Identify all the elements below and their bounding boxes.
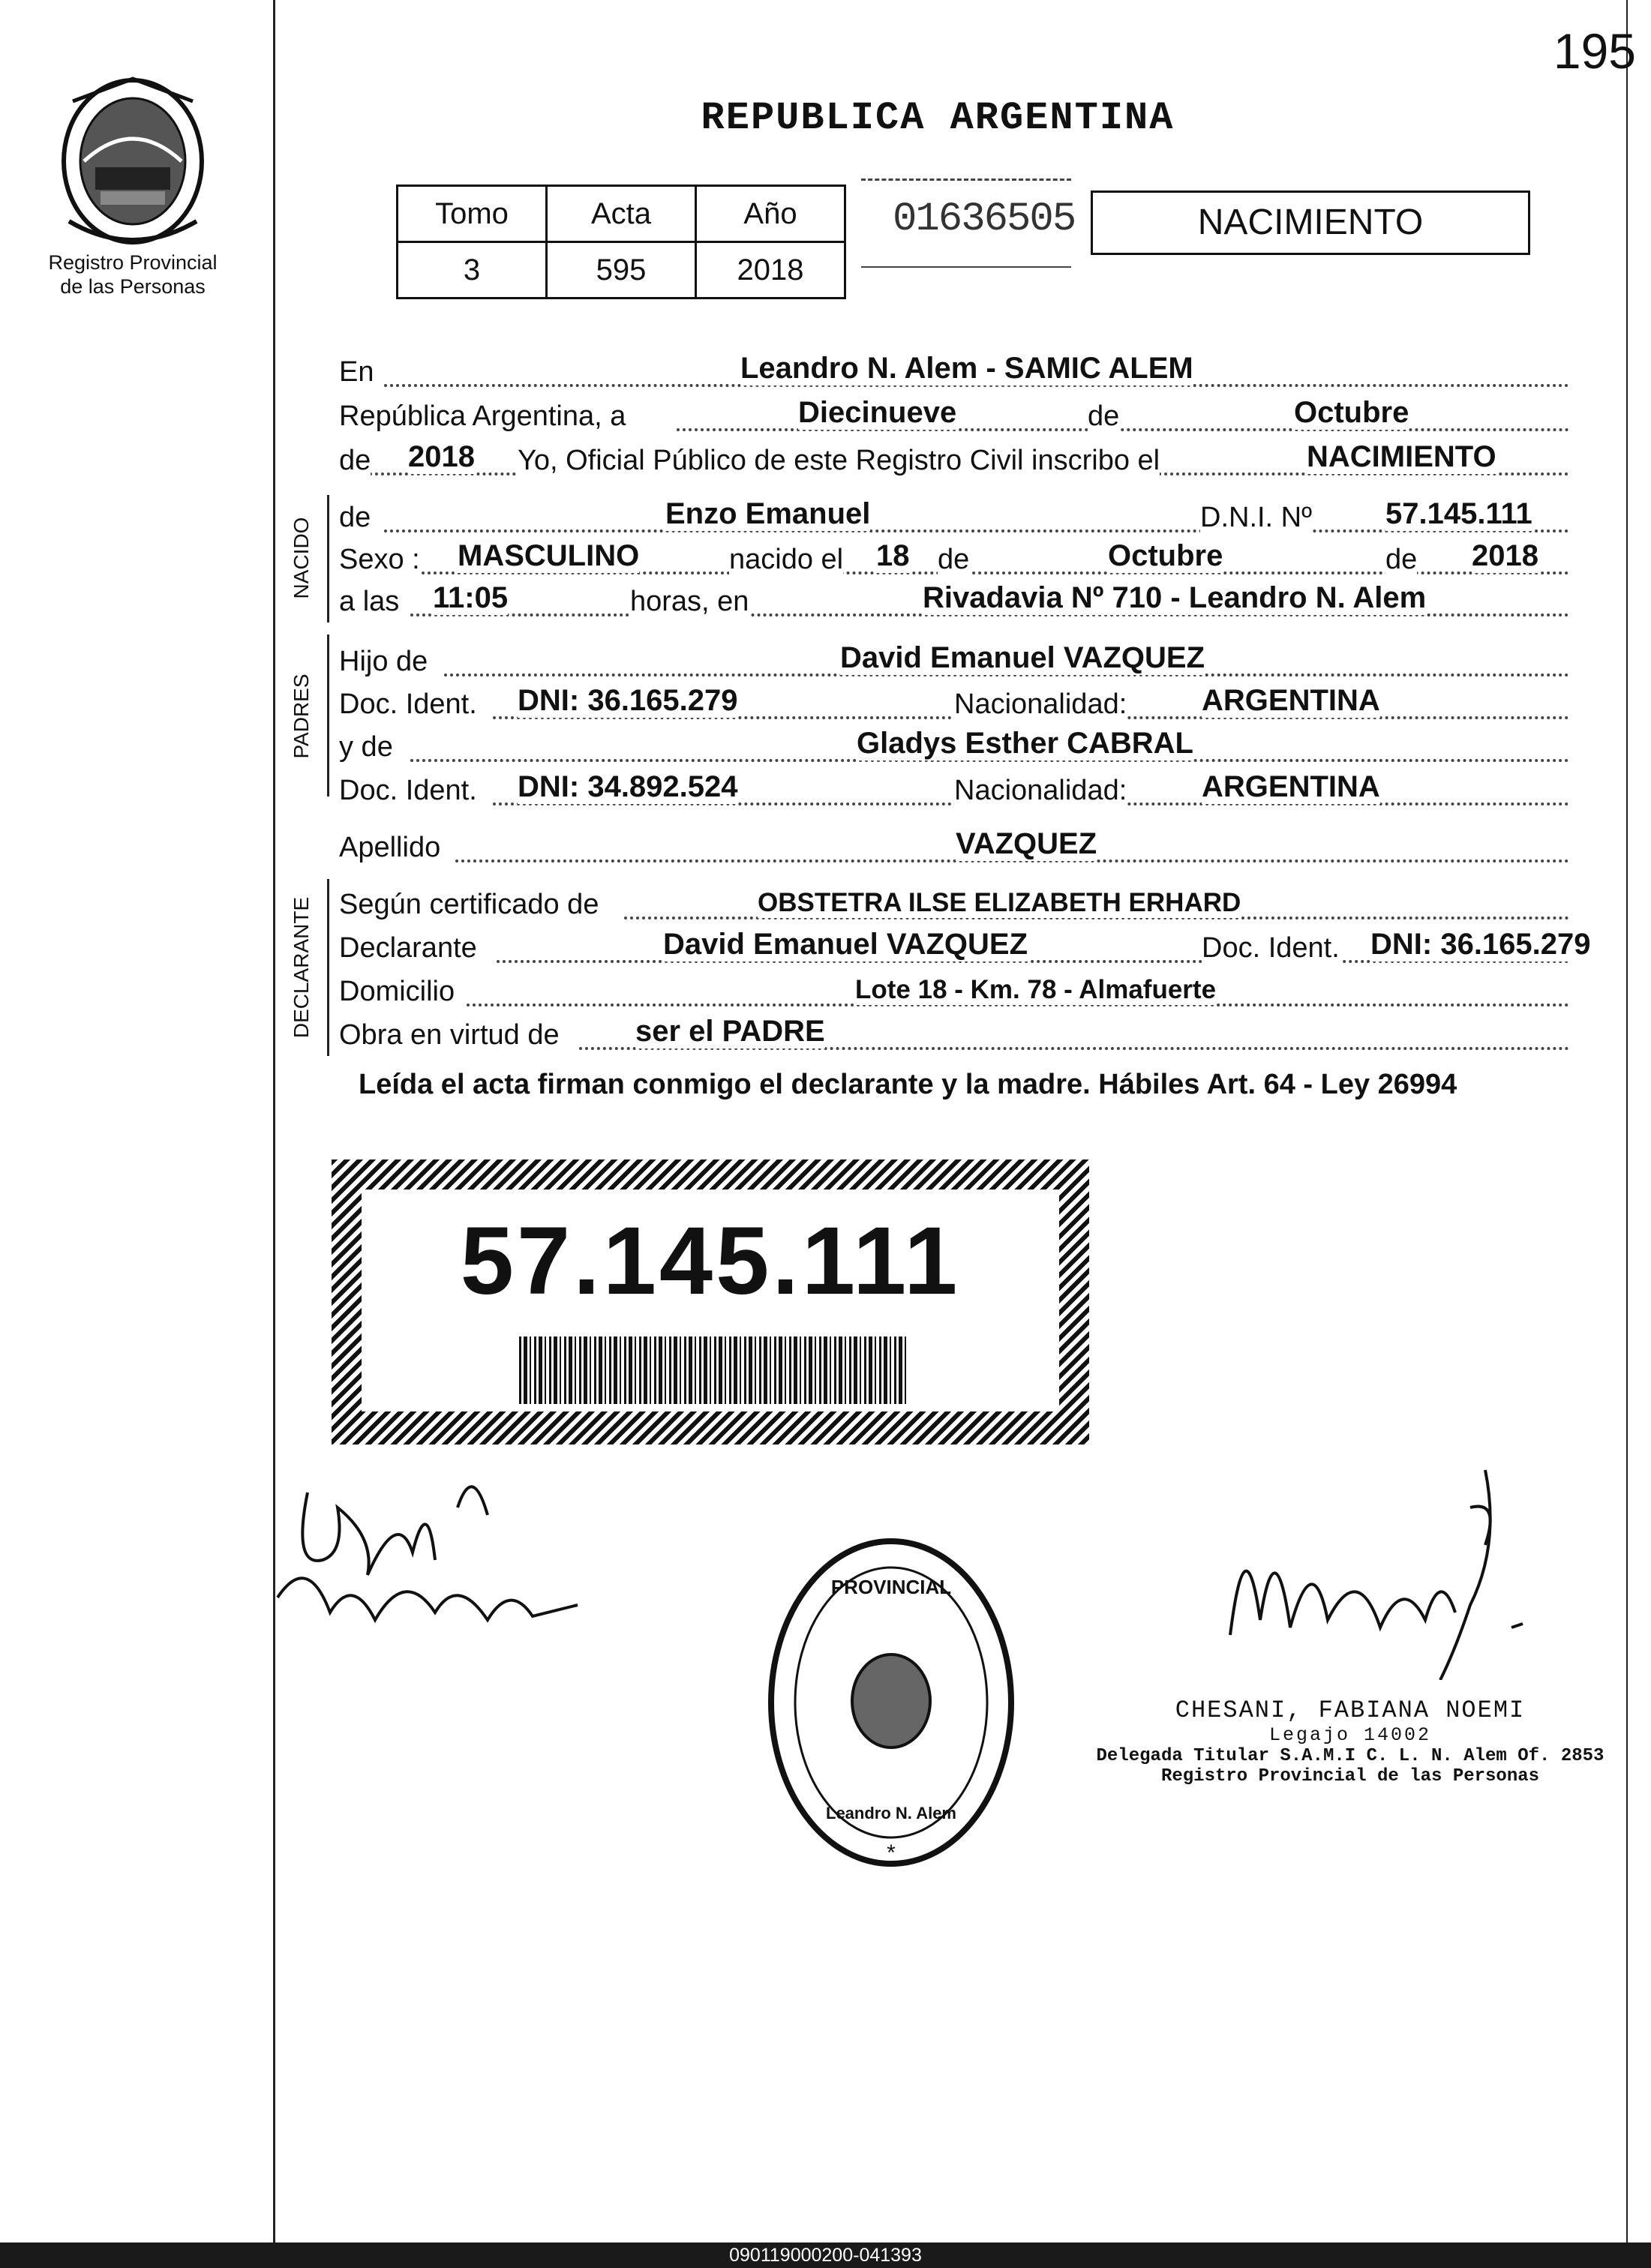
value-child-dni: 57.145.111 (1385, 497, 1532, 530)
section-declarante (279, 881, 324, 1054)
section-padres-label: PADRES (290, 674, 313, 759)
value-declarant-doc: DNI: 36.165.279 (1370, 928, 1591, 961)
label-domicilio: Domicilio (339, 976, 455, 1007)
value-father-nationality: ARGENTINA (1202, 684, 1380, 717)
country-title: REPUBLICA ARGENTINA (701, 96, 1175, 140)
officer-title-line2: Registro Provincial de las Personas (1160, 1766, 1540, 1786)
officer-title-line1: Delegada Titular S.A.M.I C. L. N. Alem Of. 2853 (1096, 1746, 1604, 1766)
closing-statement: Leída el acta firman conmigo el declarante y la madre. Hábiles Art. 64 - Ley 26994 (359, 1069, 1457, 1100)
row-address (339, 966, 1599, 1011)
section-nacido-bar (327, 495, 329, 622)
value-birth-year: 2018 (1472, 539, 1538, 572)
label-dni: D.N.I. Nº (1200, 502, 1312, 533)
registry-label (24, 250, 242, 298)
value-acta: 595 (547, 242, 696, 298)
label-en: En (339, 356, 374, 388)
dni-number: 57.145.111 (460, 1208, 961, 1315)
value-birth-month: Octubre (1108, 539, 1223, 572)
label-mother-nationality: Nacionalidad: (954, 775, 1127, 806)
value-day-words: Diecinueve (798, 396, 957, 429)
header-anio: Año (696, 186, 845, 242)
label-obra: Obra en virtud de (339, 1019, 560, 1051)
misiones-emblem-icon (54, 71, 212, 248)
label-birth-de2: de (1385, 544, 1418, 575)
label-nacido-el: nacido el (729, 544, 844, 575)
value-birth-place: Rivadavia Nº 710 - Leandro N. Alem (923, 581, 1427, 614)
left-margin-line (273, 0, 275, 2242)
row-mother-name (339, 722, 1599, 766)
value-mother-nationality: ARGENTINA (1202, 770, 1380, 803)
value-father-name: David Emanuel VAZQUEZ (840, 641, 1205, 674)
row-surname (339, 822, 1599, 867)
acta-serial: 01636505 (893, 196, 1076, 242)
row-declarant (339, 922, 1599, 968)
value-birth-time: 11:05 (433, 581, 509, 614)
record-type-box: NACIMIENTO (1091, 190, 1530, 255)
dni-sticker-inner (362, 1190, 1059, 1412)
value-mother-doc: DNI: 34.892.524 (518, 770, 738, 803)
value-year: 2018 (408, 440, 475, 473)
section-declarante-label: DECLARANTE (290, 896, 313, 1039)
label-hijo-de: Hijo de (339, 646, 428, 677)
label-inscribo: Yo, Oficial Público de este Registro Civil inscribo el (518, 445, 1160, 476)
officer-legajo: Legajo 14002 (1268, 1724, 1432, 1746)
row-sex-birth (339, 534, 1599, 579)
value-sex: MASCULINO (458, 539, 640, 572)
label-birth-de1: de (938, 544, 970, 575)
svg-text:*: * (887, 1840, 896, 1865)
value-child-name: Enzo Emanuel (665, 497, 871, 530)
label-year-de: de (339, 445, 371, 476)
label-certificado: Según certificado de (339, 889, 599, 920)
header-acta: Acta (547, 186, 696, 242)
value-tomo: 3 (398, 242, 547, 298)
row-inscription (339, 435, 1599, 480)
declarant-signature-icon (263, 1462, 600, 1650)
svg-text:Leandro N. Alem: Leandro N. Alem (826, 1804, 956, 1822)
svg-text:PROVINCIAL: PROVINCIAL (830, 1576, 952, 1598)
serial-bottom-rule (861, 266, 1071, 268)
serial-top-rule (861, 178, 1071, 181)
registry-label-line2: de las Personas (60, 275, 206, 298)
row-certificate (339, 879, 1599, 924)
section-nacido-label: NACIDO (290, 517, 313, 599)
label-apellido: Apellido (339, 832, 441, 863)
label-father-doc: Doc. Ident. (339, 688, 477, 720)
footer-code: 090119000200-041393 (0, 2242, 1651, 2268)
row-virtue (339, 1010, 1599, 1054)
record-table (396, 184, 846, 299)
value-surname: VAZQUEZ (956, 827, 1097, 860)
row-father-doc (339, 679, 1599, 724)
officer-block (1088, 1696, 1613, 1786)
label-y-de: y de (339, 731, 393, 763)
value-anio: 2018 (696, 242, 845, 298)
label-de-month: de (1088, 400, 1120, 432)
section-declarante-bar (327, 879, 329, 1056)
row-mother-doc (339, 765, 1599, 810)
officer-name: CHESANI, FABIANA NOEMI (1175, 1696, 1526, 1724)
row-time-place (339, 576, 1599, 621)
registry-seal-icon (764, 1530, 1019, 1875)
barcode-icon (519, 1336, 909, 1404)
value-birth-day: 18 (876, 539, 910, 572)
label-declarant-doc: Doc. Ident. (1202, 932, 1340, 964)
label-father-nationality: Nacionalidad: (954, 688, 1127, 720)
label-name-de: de (339, 502, 371, 533)
section-padres-bar (327, 634, 329, 796)
record-table-header-row (398, 186, 845, 242)
right-margin-line (1626, 0, 1628, 2242)
value-declarant-name: David Emanuel VAZQUEZ (663, 928, 1028, 961)
section-padres (279, 638, 324, 795)
value-certificate: OBSTETRA ILSE ELIZABETH ERHARD (758, 888, 1241, 917)
label-mother-doc: Doc. Ident. (339, 775, 477, 806)
dni-sticker (332, 1160, 1089, 1444)
officer-signature-icon (1215, 1455, 1530, 1680)
label-republica: República Argentina, a (339, 400, 626, 432)
label-horas-en: horas, en (630, 586, 749, 617)
section-nacido (279, 498, 324, 618)
row-child-name (339, 492, 1599, 537)
registry-label-line1: Registro Provincial (48, 251, 218, 274)
label-sexo: Sexo : (339, 544, 420, 575)
row-father-name (339, 636, 1599, 681)
record-table-value-row (398, 242, 845, 298)
value-month: Octubre (1294, 396, 1409, 429)
value-inscription-type: NACIMIENTO (1307, 440, 1496, 473)
page-number: 195 (1553, 23, 1636, 79)
label-declarante: Declarante (339, 932, 477, 964)
value-address: Lote 18 - Km. 78 - Almafuerte (855, 975, 1217, 1004)
row-date (339, 391, 1599, 436)
header-tomo: Tomo (398, 186, 547, 242)
value-place: Leandro N. Alem - SAMIC ALEM (740, 352, 1193, 385)
value-virtue: ser el PADRE (635, 1015, 825, 1048)
row-place (339, 346, 1599, 392)
value-mother-name: Gladys Esther CABRAL (857, 727, 1193, 760)
label-a-las: a las (339, 586, 400, 617)
value-father-doc: DNI: 36.165.279 (518, 684, 738, 717)
